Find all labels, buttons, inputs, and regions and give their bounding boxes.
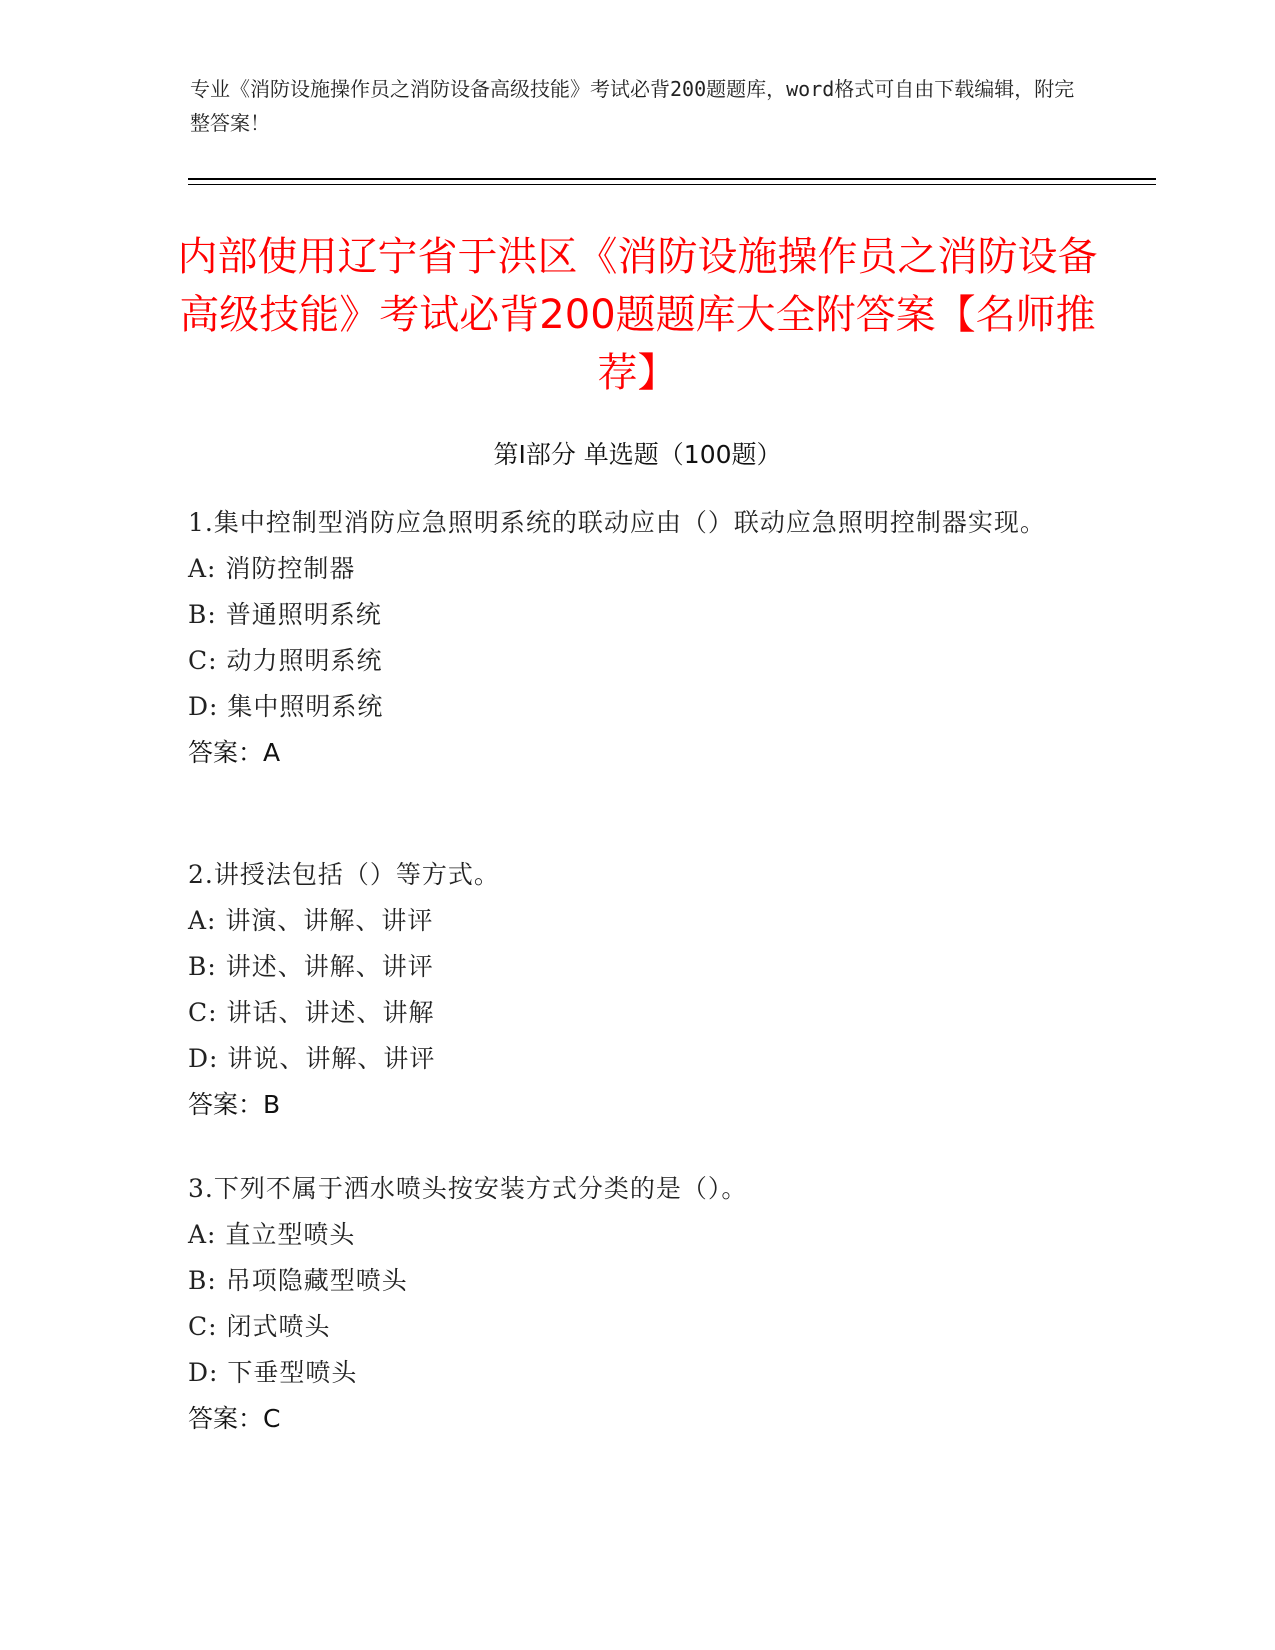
option-a: A: 消防控制器 <box>188 554 356 583</box>
answer: 答案：B <box>188 1090 281 1119</box>
option-c: C: 讲话、讲述、讲解 <box>188 998 435 1027</box>
question-2 <box>188 852 1068 1128</box>
option-b: B: 吊项隐藏型喷头 <box>188 1266 408 1295</box>
section-heading: 第I部分 单选题（100题） <box>493 440 782 469</box>
option-b: B: 普通照明系统 <box>188 600 382 629</box>
question-stem: 3.下列不属于洒水喷头按安装方式分类的是（）。 <box>188 1174 748 1203</box>
question-stem: 1.集中控制型消防应急照明系统的联动应由（）联动应急照明控制器实现。 <box>188 508 1046 537</box>
option-b: B: 讲述、讲解、讲评 <box>188 952 434 981</box>
option-d: D: 讲说、讲解、讲评 <box>188 1044 436 1073</box>
answer: 答案：A <box>188 738 281 767</box>
question-3 <box>188 1166 1068 1442</box>
option-d: D: 下垂型喷头 <box>188 1358 358 1387</box>
option-d: D: 集中照明系统 <box>188 692 384 721</box>
header-note: 专业《消防设施操作员之消防设备高级技能》考试必背200题题库，word格式可自由下载编辑，附完整答案！ <box>190 77 1075 135</box>
document-title: 内部使用辽宁省于洪区《消防设施操作员之消防设备高级技能》考试必背200题题库大全附答案【名师推荐】 <box>177 234 1098 396</box>
option-a: A: 直立型喷头 <box>188 1220 356 1249</box>
question-1 <box>188 500 1068 776</box>
option-c: C: 闭式喷头 <box>188 1312 331 1341</box>
header-divider-thick <box>188 178 1156 180</box>
option-a: A: 讲演、讲解、讲评 <box>188 906 434 935</box>
answer: 答案：C <box>188 1404 281 1433</box>
question-stem: 2.讲授法包括（）等方式。 <box>188 860 500 889</box>
option-c: C: 动力照明系统 <box>188 646 383 675</box>
header-divider-thin <box>188 184 1156 185</box>
